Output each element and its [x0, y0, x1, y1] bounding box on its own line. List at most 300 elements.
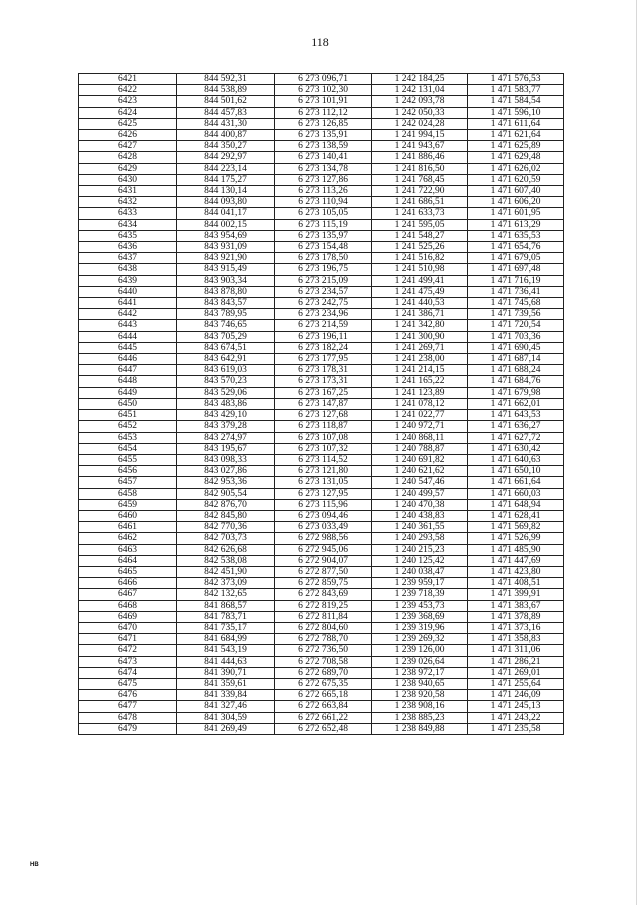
table-cell: 1 471 687,14 — [468, 354, 564, 365]
table-cell: 842 703,73 — [177, 533, 275, 544]
table-cell: 1 471 720,54 — [468, 320, 564, 331]
table-cell: 6476 — [79, 690, 177, 701]
table-cell: 1 471 607,40 — [468, 186, 564, 197]
table-cell: 843 483,86 — [177, 398, 275, 409]
table-row — [79, 331, 564, 342]
table-cell: 6 272 736,50 — [275, 645, 372, 656]
table-cell: 843 903,34 — [177, 275, 275, 286]
table-cell: 6 272 663,84 — [275, 701, 372, 712]
table-cell: 841 543,19 — [177, 645, 275, 656]
table-row — [79, 510, 564, 521]
table-cell: 1 241 886,46 — [372, 152, 468, 163]
table-cell: 1 471 625,89 — [468, 141, 564, 152]
table-cell: 6 272 877,50 — [275, 566, 372, 577]
table-cell: 1 471 703,36 — [468, 331, 564, 342]
table-cell: 6 273 115,96 — [275, 499, 372, 510]
table-cell: 6 273 131,05 — [275, 477, 372, 488]
table-cell: 1 239 026,64 — [372, 656, 468, 667]
table-cell: 6 273 234,96 — [275, 309, 372, 320]
table-cell: 1 471 311,06 — [468, 645, 564, 656]
table-cell: 1 241 722,90 — [372, 186, 468, 197]
table-row — [79, 197, 564, 208]
table-cell: 843 570,23 — [177, 376, 275, 387]
table-cell: 1 238 940,65 — [372, 678, 468, 689]
table-cell: 843 931,09 — [177, 242, 275, 253]
table-cell: 1 241 238,00 — [372, 354, 468, 365]
table-cell: 841 684,99 — [177, 634, 275, 645]
table-row — [79, 219, 564, 230]
table-cell: 1 471 630,42 — [468, 443, 564, 454]
table-cell: 1 471 606,20 — [468, 197, 564, 208]
table-cell: 1 239 959,17 — [372, 578, 468, 589]
coordinates-table-body — [79, 74, 564, 735]
table-cell: 843 098,33 — [177, 454, 275, 465]
table-cell: 1 471 739,56 — [468, 309, 564, 320]
table-cell: 6446 — [79, 354, 177, 365]
table-cell: 6 272 708,58 — [275, 656, 372, 667]
table-cell: 1 471 679,05 — [468, 253, 564, 264]
table-cell: 6463 — [79, 544, 177, 555]
table-cell: 1 471 690,45 — [468, 342, 564, 353]
table-row — [79, 152, 564, 163]
table-cell: 1 471 736,41 — [468, 286, 564, 297]
table-cell: 844 093,80 — [177, 197, 275, 208]
table-cell: 6 273 094,46 — [275, 510, 372, 521]
table-cell: 842 132,65 — [177, 589, 275, 600]
table-cell: 6 273 107,32 — [275, 443, 372, 454]
table-cell: 6465 — [79, 566, 177, 577]
table-cell: 1 241 686,51 — [372, 197, 468, 208]
table-cell: 1 239 368,69 — [372, 611, 468, 622]
table-cell: 1 471 243,22 — [468, 712, 564, 723]
table-cell: 843 274,97 — [177, 432, 275, 443]
table-cell: 1 471 245,13 — [468, 701, 564, 712]
table-cell: 842 626,68 — [177, 544, 275, 555]
table-cell: 841 304,59 — [177, 712, 275, 723]
table-cell: 6 273 154,48 — [275, 242, 372, 253]
table-row — [79, 645, 564, 656]
table-cell: 1 241 510,98 — [372, 264, 468, 275]
table-cell: 1 471 383,67 — [468, 600, 564, 611]
table-cell: 841 735,17 — [177, 622, 275, 633]
table-cell: 1 241 440,53 — [372, 298, 468, 309]
table-cell: 843 674,51 — [177, 342, 275, 353]
table-cell: 1 241 943,67 — [372, 141, 468, 152]
table-cell: 843 195,67 — [177, 443, 275, 454]
table-cell: 6 272 804,60 — [275, 622, 372, 633]
table-row — [79, 578, 564, 589]
table-cell: 6 273 127,95 — [275, 488, 372, 499]
table-cell: 1 241 475,49 — [372, 286, 468, 297]
table-cell: 6 273 214,59 — [275, 320, 372, 331]
table-cell: 843 843,57 — [177, 298, 275, 309]
table-cell: 6453 — [79, 432, 177, 443]
table-row — [79, 275, 564, 286]
table-row — [79, 522, 564, 533]
table-cell: 6447 — [79, 365, 177, 376]
table-cell: 1 471 684,76 — [468, 376, 564, 387]
table-cell: 6459 — [79, 499, 177, 510]
table-cell: 6 273 112,12 — [275, 107, 372, 118]
table-row — [79, 690, 564, 701]
table-cell: 1 239 453,73 — [372, 600, 468, 611]
table-cell: 6467 — [79, 589, 177, 600]
table-cell: 1 242 093,78 — [372, 96, 468, 107]
table-cell: 1 471 627,72 — [468, 432, 564, 443]
table-cell: 1 241 768,45 — [372, 174, 468, 185]
table-cell: 6448 — [79, 376, 177, 387]
table-cell: 1 471 679,98 — [468, 387, 564, 398]
table-cell: 1 240 125,42 — [372, 555, 468, 566]
table-cell: 843 921,90 — [177, 253, 275, 264]
table-cell: 6 273 140,41 — [275, 152, 372, 163]
table-row — [79, 600, 564, 611]
table-cell: 6 272 689,70 — [275, 667, 372, 678]
table-cell: 844 538,89 — [177, 85, 275, 96]
table-cell: 1 471 246,09 — [468, 690, 564, 701]
table-cell: 1 240 788,87 — [372, 443, 468, 454]
table-cell: 1 242 050,33 — [372, 107, 468, 118]
table-cell: 6 273 167,25 — [275, 387, 372, 398]
table-cell: 1 241 022,77 — [372, 410, 468, 421]
table-cell: 6431 — [79, 186, 177, 197]
table-cell: 6433 — [79, 208, 177, 219]
table-cell: 1 471 640,63 — [468, 454, 564, 465]
table-cell: 6471 — [79, 634, 177, 645]
table-cell: 1 241 386,71 — [372, 309, 468, 320]
page-edge-line — [636, 0, 637, 905]
table-cell: 1 241 214,15 — [372, 365, 468, 376]
table-cell: 6443 — [79, 320, 177, 331]
table-cell: 1 471 408,51 — [468, 578, 564, 589]
table-cell: 6442 — [79, 309, 177, 320]
table-cell: 843 379,28 — [177, 421, 275, 432]
table-row — [79, 298, 564, 309]
table-cell: 6 273 196,11 — [275, 331, 372, 342]
table-cell: 6 272 811,84 — [275, 611, 372, 622]
table-cell: 6430 — [79, 174, 177, 185]
table-row — [79, 107, 564, 118]
table-cell: 6 272 859,75 — [275, 578, 372, 589]
table-cell: 6 273 107,08 — [275, 432, 372, 443]
table-cell: 1 239 718,39 — [372, 589, 468, 600]
table-row — [79, 555, 564, 566]
table-cell: 1 471 526,99 — [468, 533, 564, 544]
table-cell: 6 273 242,75 — [275, 298, 372, 309]
table-cell: 844 130,14 — [177, 186, 275, 197]
table-cell: 1 471 596,10 — [468, 107, 564, 118]
table-row — [79, 253, 564, 264]
table-row — [79, 264, 564, 275]
table-cell: 844 292,97 — [177, 152, 275, 163]
table-cell: 1 241 342,80 — [372, 320, 468, 331]
table-cell: 6457 — [79, 477, 177, 488]
table-row — [79, 432, 564, 443]
table-cell: 6427 — [79, 141, 177, 152]
table-cell: 6 273 182,24 — [275, 342, 372, 353]
table-cell: 6421 — [79, 74, 177, 85]
table-cell: 1 242 131,04 — [372, 85, 468, 96]
table-cell: 1 238 908,16 — [372, 701, 468, 712]
table-cell: 843 429,10 — [177, 410, 275, 421]
table-cell: 1 471 629,48 — [468, 152, 564, 163]
table-row — [79, 163, 564, 174]
table-cell: 6460 — [79, 510, 177, 521]
table-row — [79, 701, 564, 712]
table-cell: 6 273 178,31 — [275, 365, 372, 376]
table-cell: 6434 — [79, 219, 177, 230]
table-cell: 6 273 126,85 — [275, 118, 372, 129]
table-cell: 1 240 621,62 — [372, 466, 468, 477]
table-cell: 6 273 115,19 — [275, 219, 372, 230]
table-cell: 6423 — [79, 96, 177, 107]
table-cell: 844 041,17 — [177, 208, 275, 219]
table-cell: 6472 — [79, 645, 177, 656]
table-cell: 841 269,49 — [177, 723, 275, 734]
table-cell: 1 241 516,82 — [372, 253, 468, 264]
table-cell: 1 471 635,53 — [468, 230, 564, 241]
table-cell: 843 746,65 — [177, 320, 275, 331]
table-cell: 1 471 399,91 — [468, 589, 564, 600]
table-cell: 1 240 691,82 — [372, 454, 468, 465]
table-cell: 1 241 994,15 — [372, 130, 468, 141]
table-cell: 842 845,80 — [177, 510, 275, 521]
table-cell: 843 915,49 — [177, 264, 275, 275]
table-cell: 6473 — [79, 656, 177, 667]
table-cell: 6 273 121,80 — [275, 466, 372, 477]
table-cell: 1 471 613,29 — [468, 219, 564, 230]
table-cell: 1 239 269,32 — [372, 634, 468, 645]
table-cell: 1 241 548,27 — [372, 230, 468, 241]
table-cell: 6 273 138,59 — [275, 141, 372, 152]
table-cell: 6 273 178,50 — [275, 253, 372, 264]
table-cell: 1 240 972,71 — [372, 421, 468, 432]
table-cell: 844 350,27 — [177, 141, 275, 152]
table-cell: 841 444,63 — [177, 656, 275, 667]
table-cell: 6 273 110,94 — [275, 197, 372, 208]
table-cell: 843 705,29 — [177, 331, 275, 342]
table-cell: 6 273 105,05 — [275, 208, 372, 219]
table-cell: 6 272 661,22 — [275, 712, 372, 723]
table-row — [79, 566, 564, 577]
table-row — [79, 230, 564, 241]
table-cell: 1 240 547,46 — [372, 477, 468, 488]
table-cell: 6 273 114,52 — [275, 454, 372, 465]
table-cell: 1 471 255,64 — [468, 678, 564, 689]
table-cell: 6 272 652,48 — [275, 723, 372, 734]
table-cell: 6474 — [79, 667, 177, 678]
table-cell: 6 272 945,06 — [275, 544, 372, 555]
table-cell: 841 359,61 — [177, 678, 275, 689]
table-cell: 842 451,90 — [177, 566, 275, 577]
footer-mark: НВ — [30, 862, 39, 868]
table-cell: 6435 — [79, 230, 177, 241]
table-cell: 6468 — [79, 600, 177, 611]
table-cell: 1 241 499,41 — [372, 275, 468, 286]
table-cell: 1 471 648,94 — [468, 499, 564, 510]
table-cell: 6470 — [79, 622, 177, 633]
table-row — [79, 387, 564, 398]
table-cell: 841 339,84 — [177, 690, 275, 701]
table-cell: 1 471 569,82 — [468, 522, 564, 533]
table-cell: 1 238 885,23 — [372, 712, 468, 723]
table-cell: 6441 — [79, 298, 177, 309]
table-cell: 1 238 920,58 — [372, 690, 468, 701]
table-cell: 1 471 485,90 — [468, 544, 564, 555]
table-cell: 843 642,91 — [177, 354, 275, 365]
table-cell: 6424 — [79, 107, 177, 118]
table-cell: 6 273 127,68 — [275, 410, 372, 421]
table-cell: 1 238 972,17 — [372, 667, 468, 678]
table-cell: 6 273 135,97 — [275, 230, 372, 241]
table-row — [79, 96, 564, 107]
table-row — [79, 466, 564, 477]
table-cell: 1 471 628,41 — [468, 510, 564, 521]
table-row — [79, 74, 564, 85]
table-cell: 1 241 633,73 — [372, 208, 468, 219]
table-row — [79, 354, 564, 365]
table-row — [79, 533, 564, 544]
table-cell: 843 954,69 — [177, 230, 275, 241]
table-cell: 6 273 101,91 — [275, 96, 372, 107]
table-cell: 6 272 788,70 — [275, 634, 372, 645]
table-cell: 1 471 576,53 — [468, 74, 564, 85]
table-cell: 6450 — [79, 398, 177, 409]
table-cell: 844 431,30 — [177, 118, 275, 129]
table-row — [79, 320, 564, 331]
table-cell: 843 878,80 — [177, 286, 275, 297]
table-cell: 6 273 096,71 — [275, 74, 372, 85]
table-row — [79, 499, 564, 510]
table-cell: 1 471 662,01 — [468, 398, 564, 409]
table-cell: 844 501,62 — [177, 96, 275, 107]
table-cell: 843 027,86 — [177, 466, 275, 477]
table-row — [79, 544, 564, 555]
table-cell: 1 471 358,83 — [468, 634, 564, 645]
table-cell: 6455 — [79, 454, 177, 465]
table-row — [79, 622, 564, 633]
table-row — [79, 477, 564, 488]
table-row — [79, 723, 564, 734]
table-cell: 6475 — [79, 678, 177, 689]
table-cell: 6 273 147,87 — [275, 398, 372, 409]
table-cell: 844 457,83 — [177, 107, 275, 118]
table-cell: 6477 — [79, 701, 177, 712]
table-cell: 6479 — [79, 723, 177, 734]
table-cell: 1 471 269,01 — [468, 667, 564, 678]
table-cell: 6469 — [79, 611, 177, 622]
table-cell: 6438 — [79, 264, 177, 275]
table-cell: 1 241 123,89 — [372, 387, 468, 398]
table-cell: 6449 — [79, 387, 177, 398]
table-cell: 1 471 643,53 — [468, 410, 564, 421]
table-cell: 1 471 423,80 — [468, 566, 564, 577]
table-cell: 843 529,06 — [177, 387, 275, 398]
table-cell: 6440 — [79, 286, 177, 297]
table-row — [79, 309, 564, 320]
table-cell: 1 471 716,19 — [468, 275, 564, 286]
table-cell: 6 272 988,56 — [275, 533, 372, 544]
table-row — [79, 712, 564, 723]
table-cell: 1 241 078,12 — [372, 398, 468, 409]
table-cell: 842 905,54 — [177, 488, 275, 499]
table-cell: 6436 — [79, 242, 177, 253]
table-cell: 1 471 626,02 — [468, 163, 564, 174]
table-row — [79, 186, 564, 197]
table-cell: 6425 — [79, 118, 177, 129]
table-cell: 841 783,71 — [177, 611, 275, 622]
table-cell: 841 390,71 — [177, 667, 275, 678]
table-cell: 1 241 300,90 — [372, 331, 468, 342]
table-cell: 6428 — [79, 152, 177, 163]
table-cell: 843 789,95 — [177, 309, 275, 320]
table-cell: 1 241 595,05 — [372, 219, 468, 230]
table-cell: 844 175,27 — [177, 174, 275, 185]
table-row — [79, 242, 564, 253]
table-cell: 6445 — [79, 342, 177, 353]
table-cell: 1 471 688,24 — [468, 365, 564, 376]
table-cell: 1 240 215,23 — [372, 544, 468, 555]
table-cell: 6439 — [79, 275, 177, 286]
table-cell: 6 273 196,75 — [275, 264, 372, 275]
table-cell: 6444 — [79, 331, 177, 342]
coordinates-table — [78, 73, 564, 735]
table-cell: 1 240 438,83 — [372, 510, 468, 521]
table-cell: 1 238 849,88 — [372, 723, 468, 734]
table-row — [79, 398, 564, 409]
table-cell: 1 471 636,27 — [468, 421, 564, 432]
table-cell: 844 002,15 — [177, 219, 275, 230]
table-cell: 6 273 177,95 — [275, 354, 372, 365]
table-cell: 6 273 127,86 — [275, 174, 372, 185]
table-row — [79, 118, 564, 129]
table-cell: 6 272 665,18 — [275, 690, 372, 701]
table-cell: 6461 — [79, 522, 177, 533]
table-row — [79, 376, 564, 387]
table-cell: 1 241 269,71 — [372, 342, 468, 353]
table-cell: 1 471 611,64 — [468, 118, 564, 129]
table-cell: 1 241 525,26 — [372, 242, 468, 253]
table-row — [79, 611, 564, 622]
table-cell: 1 240 361,55 — [372, 522, 468, 533]
table-cell: 842 953,36 — [177, 477, 275, 488]
table-cell: 6429 — [79, 163, 177, 174]
table-cell: 1 241 816,50 — [372, 163, 468, 174]
table-row — [79, 286, 564, 297]
table-cell: 1 471 661,64 — [468, 477, 564, 488]
table-row — [79, 634, 564, 645]
page-number: 118 — [311, 35, 329, 49]
table-cell: 1 471 235,58 — [468, 723, 564, 734]
table-cell: 1 471 620,59 — [468, 174, 564, 185]
table-cell: 6 273 173,31 — [275, 376, 372, 387]
table-row — [79, 365, 564, 376]
table-cell: 6 273 135,91 — [275, 130, 372, 141]
table-cell: 6 273 134,78 — [275, 163, 372, 174]
table-row — [79, 130, 564, 141]
table-cell: 6422 — [79, 85, 177, 96]
table-cell: 1 471 660,03 — [468, 488, 564, 499]
table-cell: 1 471 697,48 — [468, 264, 564, 275]
table-row — [79, 443, 564, 454]
table-cell: 1 240 868,11 — [372, 432, 468, 443]
table-row — [79, 589, 564, 600]
table-row — [79, 667, 564, 678]
table-cell: 6437 — [79, 253, 177, 264]
table-cell: 1 240 499,57 — [372, 488, 468, 499]
table-cell: 6 272 675,35 — [275, 678, 372, 689]
table-cell: 6 273 234,57 — [275, 286, 372, 297]
